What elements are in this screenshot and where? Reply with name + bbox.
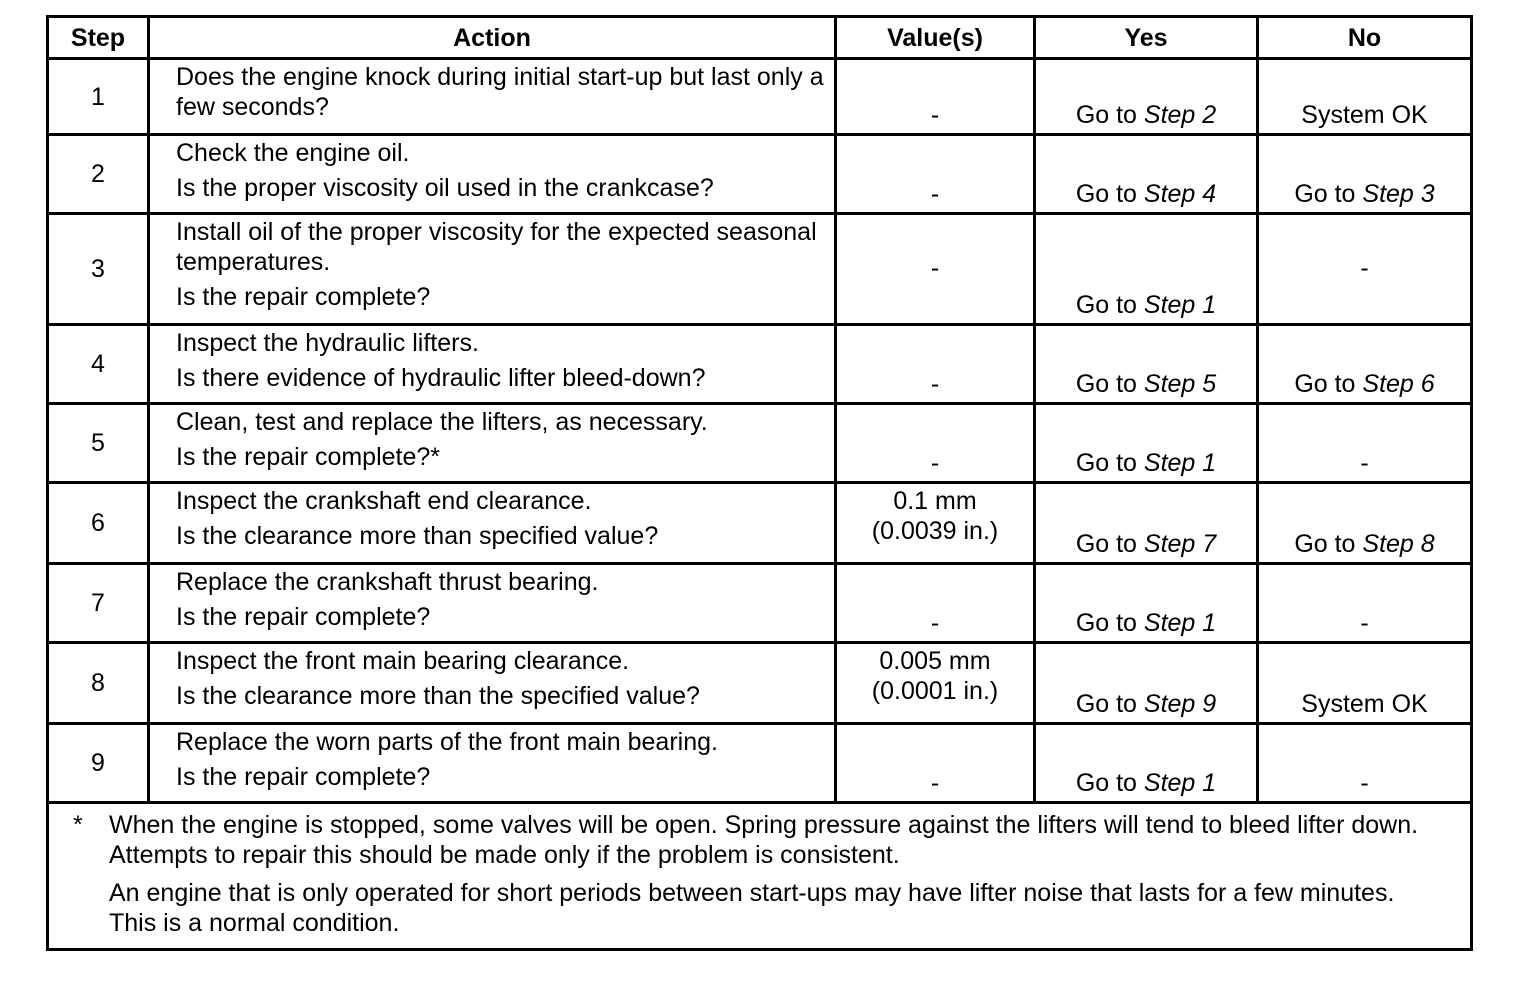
footnote-row — [48, 803, 1472, 950]
table-body — [48, 59, 1472, 803]
no-text: Go to — [1294, 370, 1363, 398]
action-text: Inspect the front main bearing clearance. — [176, 647, 630, 675]
action-text: Is the repair complete? — [176, 603, 431, 631]
action-cell — [149, 404, 836, 483]
yes-step-ref: Step 2 — [1143, 101, 1217, 129]
action-text: Install oil of the proper viscosity for the expected seasonal temperatures. — [176, 218, 817, 276]
footnote-cell — [48, 803, 1472, 950]
yes-cell — [1035, 404, 1258, 483]
value-cell — [836, 643, 1035, 724]
value-cell — [836, 404, 1035, 483]
action-text: Is there evidence of hydraulic lifter bleed-down? — [176, 364, 706, 392]
no-step-ref: Step 6 — [1362, 370, 1435, 398]
no-cell — [1258, 483, 1472, 564]
value-text: - — [930, 180, 940, 208]
footnote-paragraph: An engine that is only operated for short periods between start-ups may have lifter noise that lasts for a few minutes. This is a normal condition. — [109, 879, 1395, 937]
step-number: 6 — [48, 483, 149, 564]
yes-cell — [1035, 325, 1258, 404]
no-cell — [1258, 724, 1472, 803]
step-number: 9 — [48, 724, 149, 803]
action-cell — [149, 564, 836, 643]
action-text: Is the repair complete? — [176, 763, 431, 791]
yes-text: Go to — [1075, 690, 1144, 718]
yes-text: Go to — [1075, 769, 1144, 797]
yes-text: Go to — [1075, 291, 1144, 319]
no-cell — [1258, 135, 1472, 214]
table-row — [48, 404, 1472, 483]
table-row — [48, 643, 1472, 724]
step-number: 4 — [48, 325, 149, 404]
table-row — [48, 483, 1472, 564]
action-text: Is the repair complete?* — [176, 443, 441, 471]
action-cell — [149, 135, 836, 214]
value-cell — [836, 59, 1035, 135]
footnote-body — [109, 810, 1430, 938]
table-row — [48, 564, 1472, 643]
action-cell — [149, 214, 836, 325]
no-text: - — [1360, 253, 1369, 282]
action-cell — [149, 325, 836, 404]
action-cell — [149, 483, 836, 564]
value-cell — [836, 564, 1035, 643]
value-text: - — [930, 101, 940, 129]
action-text: Replace the worn parts of the front main bearing. — [176, 728, 718, 756]
no-text: System OK — [1301, 690, 1428, 718]
yes-step-ref: Step 5 — [1143, 370, 1217, 398]
diagnostic-table — [46, 15, 1473, 951]
yes-cell — [1035, 724, 1258, 803]
no-step-ref: Step 8 — [1362, 530, 1435, 558]
yes-cell — [1035, 643, 1258, 724]
action-text: Inspect the hydraulic lifters. — [176, 329, 479, 357]
yes-text: Go to — [1075, 180, 1144, 208]
yes-text: Go to — [1075, 530, 1144, 558]
action-text: Is the clearance more than the specified value? — [176, 682, 700, 710]
action-text: Inspect the crankshaft end clearance. — [176, 487, 592, 515]
no-cell — [1258, 643, 1472, 724]
action-text: Is the proper viscosity oil used in the crankcase? — [176, 174, 714, 202]
no-text: Go to — [1294, 180, 1363, 208]
no-cell — [1258, 325, 1472, 404]
action-text: Check the engine oil. — [176, 139, 410, 167]
value-text: - — [930, 449, 940, 477]
yes-step-ref: Step 1 — [1143, 449, 1217, 477]
yes-cell — [1035, 214, 1258, 325]
no-cell — [1258, 564, 1472, 643]
no-text: - — [1360, 769, 1369, 797]
no-cell — [1258, 404, 1472, 483]
value-cell — [836, 325, 1035, 404]
step-number: 5 — [48, 404, 149, 483]
footnote-paragraph: When the engine is stopped, some valves will be open. Spring pressure against the lifters will tend to bleed lifter down. Attempts to repair this should be made only if the problem is consistent. — [109, 811, 1419, 869]
header-row — [48, 17, 1472, 59]
yes-step-ref: Step 4 — [1143, 180, 1217, 208]
no-text: Go to — [1294, 530, 1363, 558]
yes-cell — [1035, 135, 1258, 214]
yes-cell — [1035, 564, 1258, 643]
action-text: Clean, test and replace the lifters, as necessary. — [176, 408, 708, 436]
value-text: - — [930, 370, 940, 398]
value-text: 0.1 mm — [893, 487, 977, 515]
header-no: No — [1258, 17, 1472, 59]
yes-step-ref: Step 9 — [1143, 690, 1217, 718]
step-number: 7 — [48, 564, 149, 643]
table-row — [48, 724, 1472, 803]
value-text: 0.005 mm — [879, 647, 991, 675]
footnote-marker: * — [73, 811, 83, 839]
step-number: 3 — [48, 214, 149, 325]
value-text: (0.0039 in.) — [871, 517, 999, 545]
no-cell — [1258, 59, 1472, 135]
action-text: Does the engine knock during initial start-up but last only a few seconds? — [176, 63, 824, 121]
header-yes: Yes — [1035, 17, 1258, 59]
no-text: - — [1360, 449, 1369, 477]
yes-text: Go to — [1075, 449, 1144, 477]
header-step: Step — [48, 17, 149, 59]
value-cell — [836, 135, 1035, 214]
yes-step-ref: Step 1 — [1143, 291, 1217, 319]
value-cell — [836, 214, 1035, 325]
action-text: Is the repair complete? — [176, 283, 431, 311]
action-cell — [149, 724, 836, 803]
header-action: Action — [149, 17, 836, 59]
table-row — [48, 135, 1472, 214]
no-step-ref: Step 3 — [1362, 180, 1435, 208]
action-cell — [149, 59, 836, 135]
step-number: 1 — [48, 59, 149, 135]
action-text: Is the clearance more than specified value? — [176, 522, 659, 550]
no-text: - — [1360, 609, 1369, 637]
action-text: Replace the crankshaft thrust bearing. — [176, 568, 599, 596]
step-number: 8 — [48, 643, 149, 724]
yes-text: Go to — [1075, 609, 1144, 637]
value-cell — [836, 724, 1035, 803]
no-cell — [1258, 214, 1472, 325]
yes-text: Go to — [1075, 101, 1144, 129]
step-number: 2 — [48, 135, 149, 214]
action-cell — [149, 643, 836, 724]
table-row — [48, 59, 1472, 135]
value-text: - — [930, 253, 940, 282]
table-row — [48, 325, 1472, 404]
yes-cell — [1035, 483, 1258, 564]
no-text: System OK — [1301, 101, 1428, 129]
yes-step-ref: Step 7 — [1143, 530, 1217, 558]
yes-step-ref: Step 1 — [1143, 769, 1217, 797]
header-values: Value(s) — [836, 17, 1035, 59]
yes-text: Go to — [1075, 370, 1144, 398]
value-cell — [836, 483, 1035, 564]
yes-cell — [1035, 59, 1258, 135]
table-row — [48, 214, 1472, 325]
value-text: (0.0001 in.) — [871, 677, 999, 705]
value-text: - — [930, 609, 940, 637]
value-text: - — [930, 769, 940, 797]
yes-step-ref: Step 1 — [1143, 609, 1217, 637]
